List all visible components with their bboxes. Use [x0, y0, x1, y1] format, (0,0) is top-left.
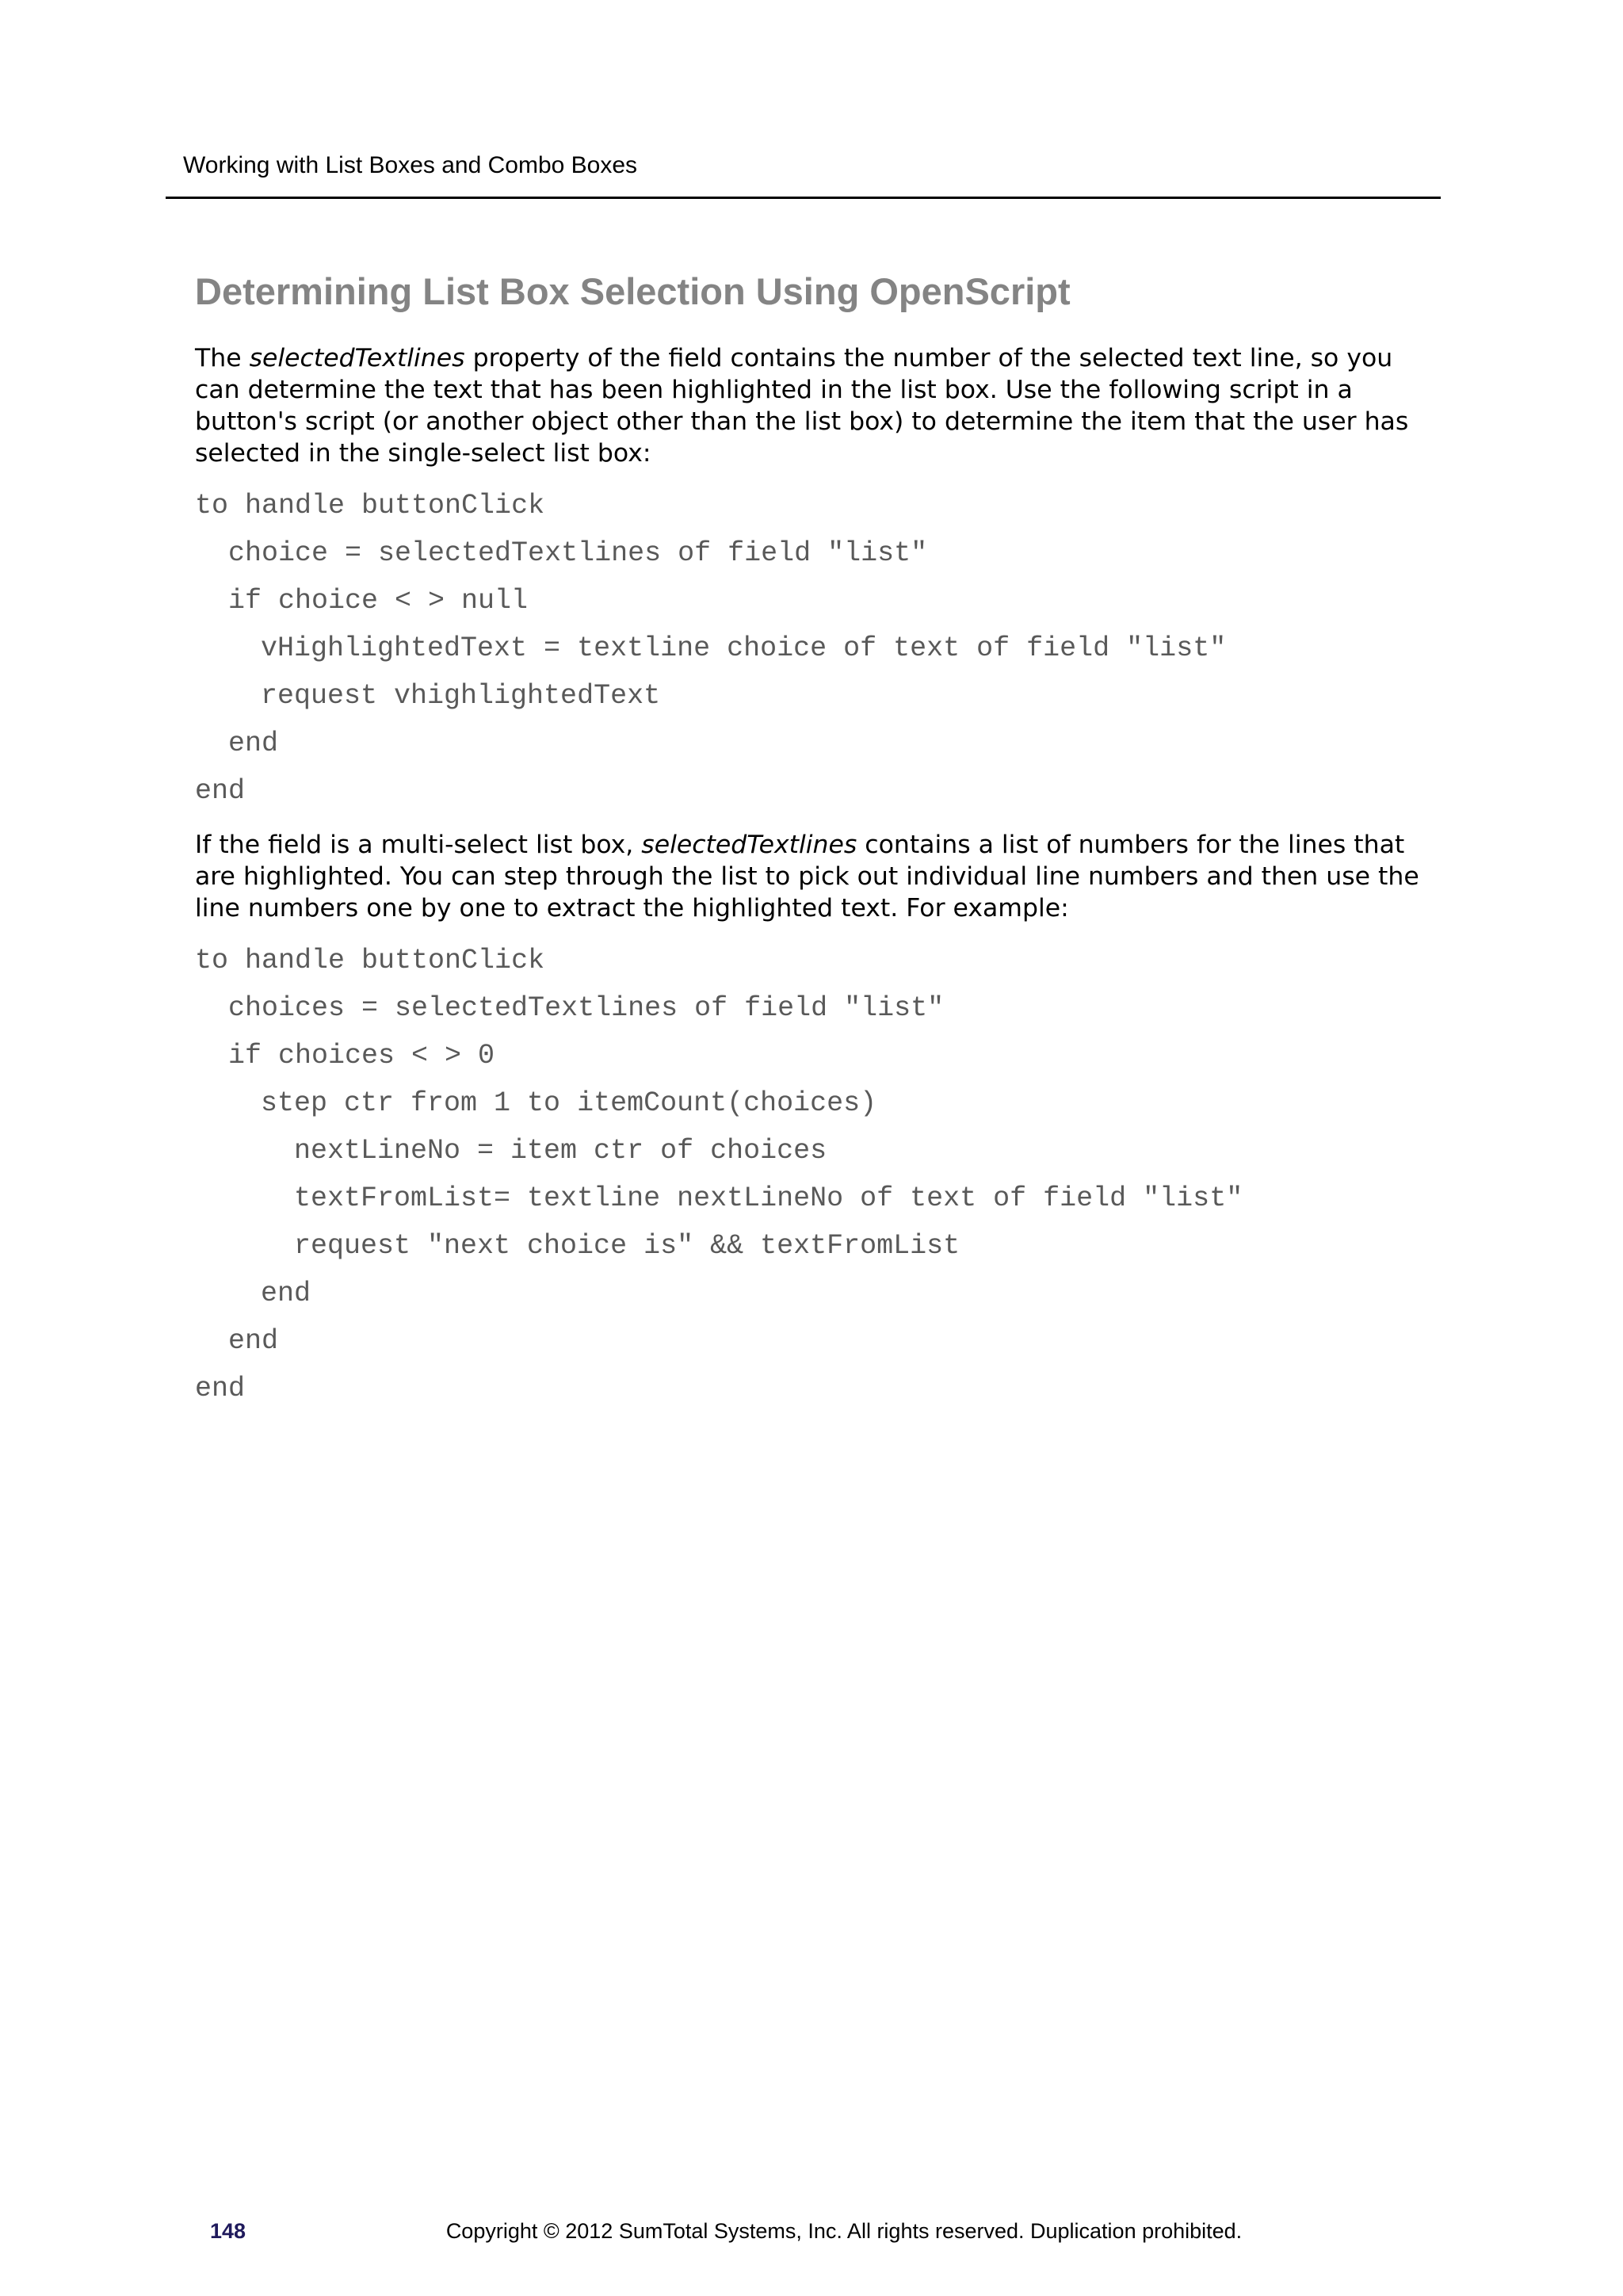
code-line: if choice < > null [228, 585, 529, 617]
code-line: request "next choice is" && textFromList [294, 1230, 960, 1263]
intro-paragraph [195, 342, 1431, 469]
code-line: end [261, 1278, 311, 1310]
code-line: textFromList= textline nextLineNo of text of field "list" [294, 1182, 1243, 1215]
page-number: 148 [210, 2219, 246, 2243]
single-select-code-block [195, 482, 1431, 815]
multi-select-code-block [195, 937, 1431, 1412]
multi-select-paragraph [195, 829, 1431, 924]
multi-select-paragraph-rest: contains a list of numbers for the lines that are highlighted. You can step through the list to pick out individual line numbers and then use the line numbers one by one to extract the highlighted text. For example: [195, 831, 1419, 923]
code-line: to handle buttonClick [195, 490, 545, 522]
code-line: step ctr from 1 to itemCount(choices) [261, 1087, 877, 1120]
property-name-emphasis: selectedTextlines [249, 344, 465, 373]
running-header: Working with List Boxes and Combo Boxes [183, 152, 638, 178]
code-line: choice = selectedTextlines of field "list" [228, 537, 928, 570]
header-divider [166, 197, 1441, 199]
intro-paragraph-rest: property of the field contains the number of the selected text line, so you can determine the text that has been highlighted in the list box. Use the following script in a button's script (or another object other than the list box) to determine the item that the user has selected in the single-select list box: [195, 344, 1409, 468]
multi-select-paragraph-start: If the field is a multi-select list box, [195, 831, 642, 860]
section-heading: Determining List Box Selection Using OpenScript [195, 270, 1071, 312]
code-line: to handle buttonClick [195, 945, 545, 977]
intro-paragraph-start: The [195, 344, 250, 373]
code-line: end [228, 1325, 279, 1358]
code-line: end [195, 1373, 246, 1405]
copyright-notice: Copyright © 2012 SumTotal Systems, Inc. All rights reserved. Duplication prohibited. [445, 2219, 1243, 2243]
code-line: choices = selectedTextlines of field "list" [228, 992, 945, 1025]
page-body [195, 269, 1431, 1427]
code-line: vHighlightedText = textline choice of text of field "list" [261, 632, 1227, 665]
code-line: request vhighlightedText [261, 680, 661, 712]
property-name-emphasis: selectedTextlines [641, 831, 857, 860]
code-line: end [195, 775, 246, 808]
code-line: nextLineNo = item ctr of choices [294, 1135, 827, 1167]
code-line: if choices < > 0 [228, 1040, 495, 1072]
code-line: end [228, 728, 279, 760]
